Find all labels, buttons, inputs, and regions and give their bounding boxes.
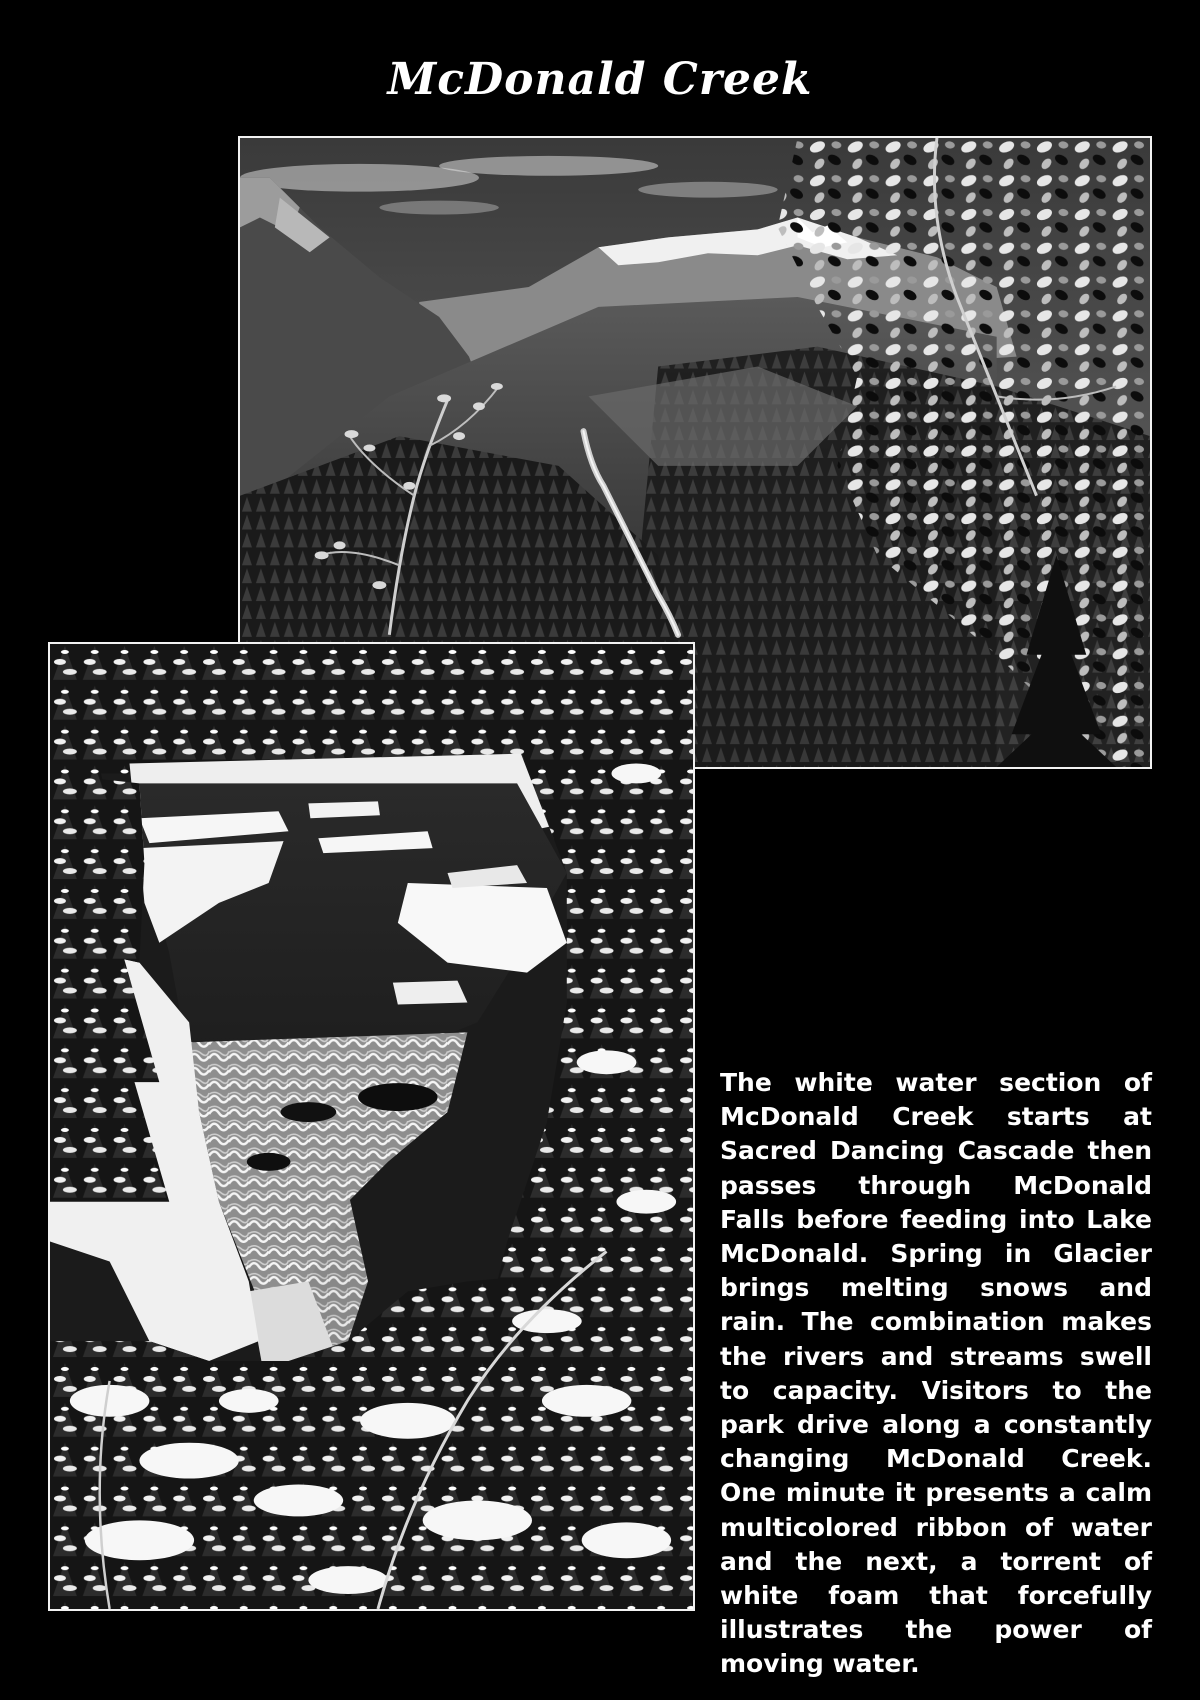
caption-text: The white water section of McDonald Creek starts at Sacred Dancing Cascade then passes through McDonald Falls before feeding into Lake McDonald. Spring in Glacier brings melting snows and rain. The combination makes the rivers and streams swell to capacity. Visitors to the park drive along a constantly changing McDonald Creek. One minute it presents a calm multicolored ribbon of water and the next, a torrent of white foam that forcefully illustrates the power of moving water. [720, 1068, 1152, 1679]
cascade-photo-image [50, 644, 693, 1609]
page-title: McDonald Creek [387, 54, 813, 105]
cascade-photo [48, 642, 695, 1611]
